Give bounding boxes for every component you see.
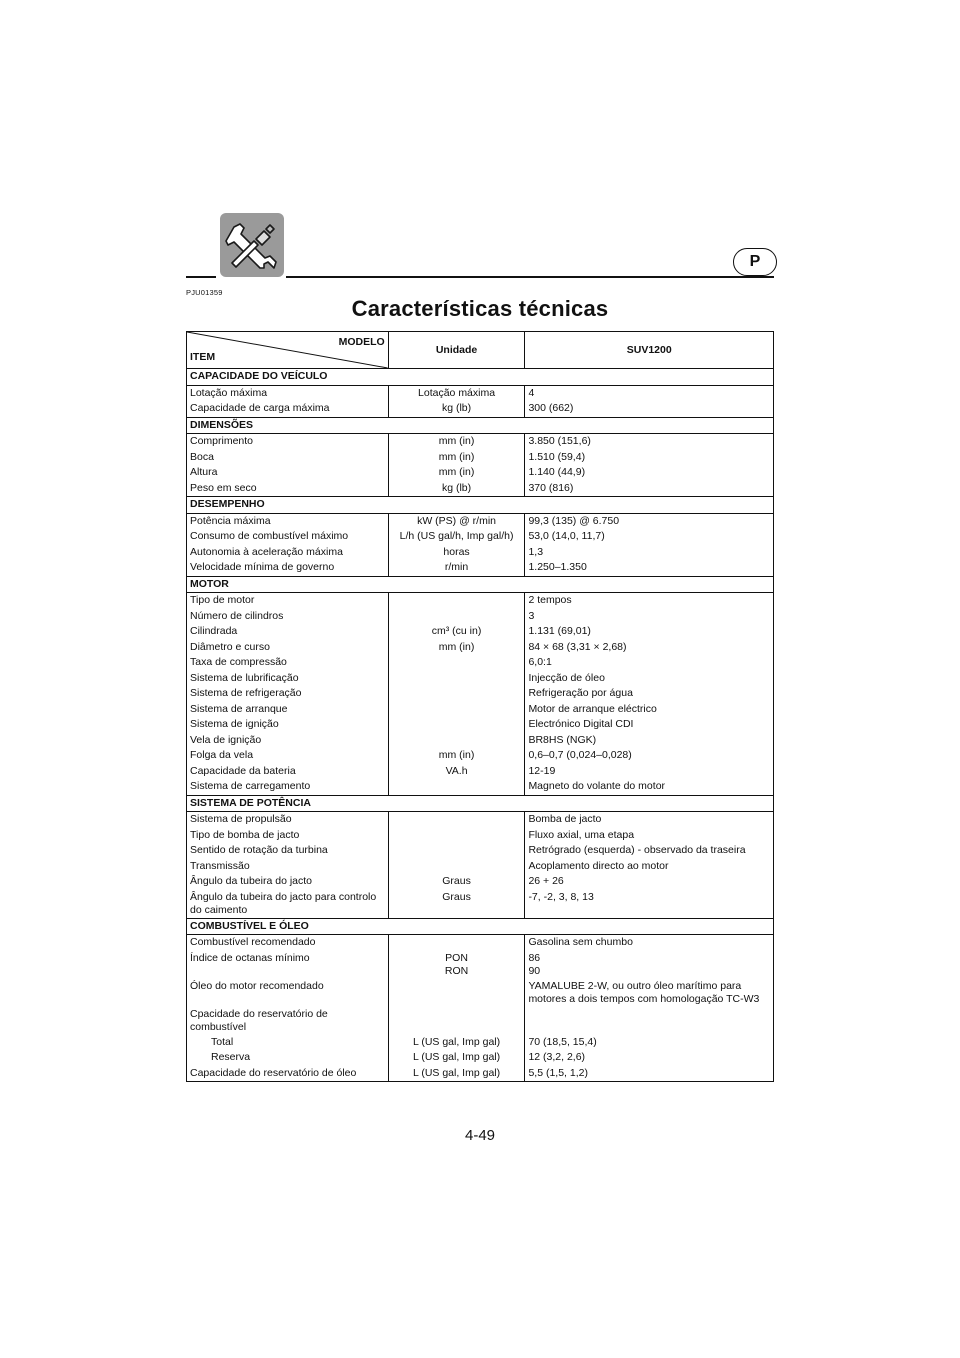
unit-cell [388,1007,525,1035]
unit-label: horas [443,545,470,558]
header-model-label: MODELO [338,336,385,348]
value-cell [525,609,774,625]
value-text: BR8HS (NGK) [528,733,597,746]
item-label: Capacidade do reservatório de óleo [190,1066,357,1079]
value-text: 3 [528,609,535,622]
value-text: 84 × 68 (3,31 × 2,68) [528,640,627,653]
section-header-row [187,795,774,812]
unit-cell [388,560,525,576]
value-cell [525,779,774,795]
value-cell [525,560,774,576]
value-text: 70 (18,5, 15,4) [528,1035,597,1048]
unit-label: VA.h [445,764,468,777]
item-label: Capacidade de carga máxima [190,402,330,414]
value-text: 99,3 (135) @ 6.750 [528,514,620,527]
unit-cell [388,671,525,687]
unit-cell [388,702,525,718]
value-text: 370 (816) [528,481,574,494]
table-row [187,686,774,702]
unit-cell [388,434,525,450]
value-cell [525,655,774,671]
language-badge: P [733,248,777,276]
item-cell [187,874,389,890]
item-cell [187,434,389,450]
value-cell [525,401,774,417]
table-row [187,529,774,545]
value-text: Gasolina sem chumbo [528,936,633,948]
section-header-row [187,497,774,514]
table-row [187,655,774,671]
item-label: Sistema de ignição [190,718,279,730]
item-label: Sistema de arranque [190,702,288,715]
unit-cell [388,401,525,417]
item-cell [187,843,389,859]
value-cell [525,593,774,609]
unit-label: mm (in) [438,466,475,478]
table-row [187,764,774,780]
unit-label: L (US gal, Imp gal) [412,1066,501,1079]
item-cell [187,450,389,466]
value-text: YAMALUBE 2-W, ou outro óleo marítimo para [528,979,742,992]
value-cell [525,890,774,919]
item-label: Índice de octanas mínimo [190,951,310,964]
unit-cell [388,529,525,545]
table-row [187,935,774,951]
item-cell [187,545,389,561]
unit-cell [388,593,525,609]
unit-cell [388,686,525,702]
item-label: Sistema de refrigeração [190,687,302,699]
item-label: Número de cilindros [190,609,284,622]
header-diagonal-cell [187,332,389,369]
table-row [187,1066,774,1082]
value-cell [525,545,774,561]
item-cell [187,859,389,875]
value-cell [525,465,774,481]
unit-cell [388,812,525,828]
value-cell [525,513,774,529]
unit-label: mm (in) [438,749,475,761]
unit-cell [388,1050,525,1066]
item-label: Peso em seco [190,481,257,494]
item-cell [187,640,389,656]
unit-label: mm (in) [438,640,475,653]
header-rule-right [286,276,774,278]
item-cell [187,671,389,687]
header-unit-label: Unidade [388,332,525,369]
item-cell [187,764,389,780]
value-text: Bomba de jacto [528,813,602,825]
unit-label: kg (lb) [441,481,472,494]
item-cell [187,828,389,844]
value-text: 6,0:1 [528,656,552,668]
value-cell [525,702,774,718]
item-label: Diâmetro e curso [190,640,270,653]
item-cell [187,702,389,718]
item-label: Cpacidade do reservatório de [190,1007,328,1020]
unit-cell [388,465,525,481]
value-cell [525,671,774,687]
section-header-row [187,576,774,593]
item-label: Transmissão [190,859,250,872]
item-cell [187,733,389,749]
value-text: 12-19 [528,764,556,777]
item-label: Folga da vela [190,749,254,761]
item-label: Tipo de bomba de jacto [190,828,300,841]
item-cell [187,1035,389,1051]
unit-cell [388,1066,525,1082]
value-text: 86 [528,951,541,964]
table-row [187,465,774,481]
table-row [187,717,774,733]
item-cell [187,1007,389,1035]
value-cell [525,434,774,450]
value-cell [525,843,774,859]
unit-label-continued: RON [444,964,469,977]
value-cell [525,748,774,764]
unit-cell [388,779,525,795]
value-cell [525,733,774,749]
table-row [187,450,774,466]
value-text: 4 [528,386,535,399]
value-text: 3.850 (151,6) [528,435,591,447]
value-text: Injecção de óleo [528,671,605,684]
item-cell [187,1050,389,1066]
value-cell [525,686,774,702]
value-cell [525,828,774,844]
value-text: Acoplamento directo ao motor [528,859,669,872]
value-cell [525,481,774,497]
item-cell [187,779,389,795]
table-row [187,748,774,764]
item-label: Cilindrada [190,625,238,637]
value-cell [525,951,774,979]
item-cell [187,624,389,640]
item-label: Potência máxima [190,514,271,527]
unit-label: cm³ (cu in) [431,625,482,637]
unit-cell [388,385,525,401]
value-text: 0,6–0,7 (0,024–0,028) [528,749,632,761]
table-row [187,828,774,844]
item-label: Sistema de propulsão [190,813,292,825]
item-label: Sistema de carregamento [190,780,311,792]
value-text: 1,3 [528,545,544,558]
item-label-continued: do caimento [190,903,248,916]
value-text: Motor de arranque eléctrico [528,702,657,715]
value-text: 300 (662) [528,402,574,414]
value-text: 1.140 (44,9) [528,466,586,478]
item-label: Autonomia à aceleração máxima [190,545,343,558]
table-row [187,843,774,859]
value-cell [525,640,774,656]
unit-cell [388,951,525,979]
table-row [187,401,774,417]
unit-cell [388,764,525,780]
header-item-label: ITEM [190,351,216,363]
item-label: Total [211,1035,234,1048]
header-rule-left [186,276,216,278]
section-header-row [187,918,774,935]
item-cell [187,717,389,733]
table-row [187,671,774,687]
value-text-continued: 90 [528,964,541,977]
table-row [187,385,774,401]
item-label: Boca [190,450,214,463]
table-row [187,609,774,625]
value-text-continued: motores a dois tempos com homologação TC-W3 [528,992,760,1005]
unit-cell [388,748,525,764]
value-cell [525,812,774,828]
item-label: Altura [190,466,218,478]
section-title: DIMENSÕES [187,417,774,434]
value-text: Electrónico Digital CDI [528,718,634,730]
unit-cell [388,935,525,951]
table-row [187,513,774,529]
item-label: Reserva [211,1051,251,1063]
unit-cell [388,481,525,497]
item-cell [187,513,389,529]
table-row [187,640,774,656]
table-row [187,979,774,1007]
value-text: -7, -2, 3, 8, 13 [528,890,594,903]
value-cell [525,717,774,733]
item-cell [187,935,389,951]
section-code: PJU01359 [186,288,223,297]
unit-cell [388,655,525,671]
value-cell [525,935,774,951]
item-cell [187,655,389,671]
section-header-row [187,417,774,434]
unit-label: PON [445,951,468,964]
unit-cell [388,843,525,859]
value-cell [525,1050,774,1066]
item-label: Vela de ignição [190,733,262,746]
item-label: Sistema de lubrificação [190,671,299,684]
value-cell [525,874,774,890]
value-text: 26 + 26 [528,875,564,887]
item-cell [187,560,389,576]
section-title: CAPACIDADE DO VEÍCULO [187,369,774,386]
spec-table [186,331,774,1082]
item-label: Sentido de rotação da turbina [190,844,328,856]
table-row [187,1007,774,1035]
value-text: Magneto do volante do motor [528,780,666,792]
unit-label: kg (lb) [441,402,472,414]
item-cell [187,401,389,417]
item-cell [187,951,389,979]
item-label: Ângulo da tubeira do jacto [190,875,313,887]
unit-label: L (US gal, Imp gal) [412,1035,501,1048]
unit-cell [388,874,525,890]
unit-cell [388,979,525,1007]
table-row [187,593,774,609]
unit-label: kW (PS) @ r/min [417,514,496,527]
unit-label: Graus [442,890,471,903]
section-title: SISTEMA DE POTÊNCIA [187,795,774,812]
item-label: Ângulo da tubeira do jacto para controlo [190,890,377,903]
item-label: Taxa de compressão [190,656,287,668]
table-row [187,890,774,919]
item-label: Óleo do motor recomendado [190,979,324,992]
item-cell [187,609,389,625]
item-cell [187,593,389,609]
unit-cell [388,545,525,561]
tools-icon [220,213,284,277]
table-row [187,702,774,718]
unit-cell [388,624,525,640]
unit-label: L (US gal, Imp gal) [412,1051,501,1063]
value-cell [525,624,774,640]
table-row [187,951,774,979]
value-cell [525,1035,774,1051]
unit-cell [388,513,525,529]
value-text: Retrógrado (esquerda) - observado da traseira [528,844,746,856]
item-cell [187,465,389,481]
value-text: 53,0 (14,0, 11,7) [528,530,605,542]
value-cell [525,764,774,780]
section-title: DESEMPENHO [187,497,774,514]
table-row [187,859,774,875]
page-number: 4-49 [464,1127,496,1144]
unit-label: L/h (US gal/h, Imp gal/h) [399,530,514,542]
value-cell [525,1007,774,1035]
unit-label: mm (in) [438,435,475,447]
unit-cell [388,609,525,625]
unit-cell [388,733,525,749]
item-cell [187,812,389,828]
unit-label: Graus [442,875,471,887]
value-text: 5,5 (1,5, 1,2) [528,1066,588,1079]
value-text: Refrigeração por água [528,687,633,699]
section-title: MOTOR [187,576,774,593]
unit-label: r/min [444,561,469,573]
value-text: 12 (3,2, 2,6) [528,1051,586,1063]
value-text: 1.510 (59,4) [528,450,586,463]
item-label: Lotação máxima [190,386,268,399]
item-cell [187,1066,389,1082]
value-cell [525,450,774,466]
item-cell [187,979,389,1007]
unit-label: mm (in) [438,450,475,463]
table-row [187,481,774,497]
table-row [187,624,774,640]
item-cell [187,748,389,764]
unit-cell [388,859,525,875]
item-cell [187,481,389,497]
table-row [187,1035,774,1051]
table-row [187,779,774,795]
value-cell [525,979,774,1007]
item-cell [187,890,389,919]
item-label: Capacidade da bateria [190,764,296,777]
value-cell [525,859,774,875]
section-title: COMBUSTÍVEL E ÓLEO [187,918,774,935]
value-cell [525,385,774,401]
unit-cell [388,717,525,733]
table-row [187,1050,774,1066]
table-row [187,545,774,561]
item-cell [187,529,389,545]
unit-cell [388,450,525,466]
item-label: Comprimento [190,435,254,447]
value-text: Fluxo axial, uma etapa [528,828,635,841]
unit-cell [388,640,525,656]
item-label: Consumo de combustível máximo [190,530,349,542]
item-cell [187,385,389,401]
unit-cell [388,828,525,844]
item-cell [187,686,389,702]
item-label: Combustível recomendado [190,936,316,948]
table-header-row [187,332,774,369]
table-row [187,874,774,890]
table-row [187,434,774,450]
item-label-continued: combustível [190,1020,247,1033]
value-text: 2 tempos [528,594,572,606]
table-row [187,812,774,828]
value-cell [525,529,774,545]
item-label: Velocidade mínima de governo [190,561,335,573]
section-header-row [187,369,774,386]
value-cell [525,1066,774,1082]
page-title: Características técnicas [351,296,609,321]
unit-cell [388,890,525,919]
unit-label: Lotação máxima [418,386,496,399]
item-label: Tipo de motor [190,594,255,606]
value-text: 1.131 (69,01) [528,625,591,637]
value-text: 1.250–1.350 [528,561,587,573]
table-row [187,733,774,749]
header-model-name: SUV1200 [525,332,774,369]
unit-cell [388,1035,525,1051]
table-row [187,560,774,576]
